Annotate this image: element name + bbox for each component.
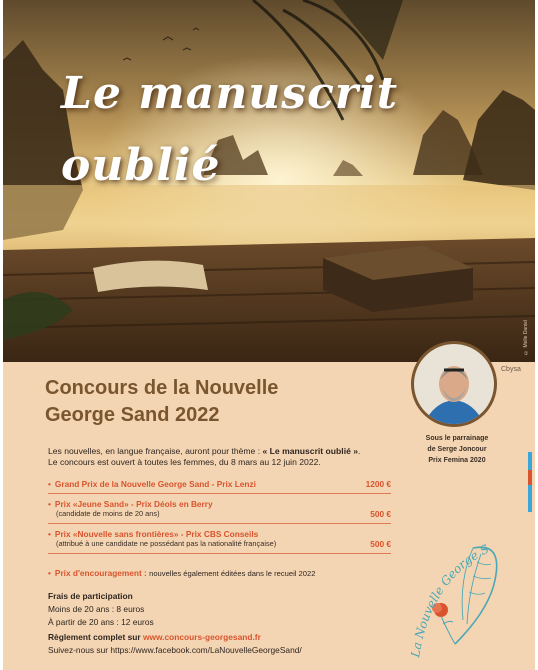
encouragement-name: Prix d'encouragement :: [54, 568, 147, 578]
encouragement-prize: [48, 568, 315, 578]
prize-amount: 500 €: [370, 509, 391, 519]
patron-line-2: de Serge Joncour: [427, 446, 487, 453]
title-line-2: oublié: [61, 140, 221, 191]
fees-title: Frais de participation: [48, 591, 133, 601]
payment-block: [48, 631, 302, 657]
patron-portrait: [411, 341, 497, 427]
feather-logo-illustration: [411, 540, 521, 665]
encouragement-desc: nouvelles également éditées dans le recueil 2022: [149, 569, 316, 578]
prize-name: Prix «Nouvelle sans frontières» - Prix CBS Conseils: [54, 529, 259, 539]
color-strip: [528, 452, 532, 512]
contest-heading: [45, 375, 278, 429]
photo-credit: © Melle Daniel: [523, 320, 529, 355]
title-line-1: Le manuscrit: [61, 68, 399, 119]
intro-line-1: [48, 446, 408, 457]
logo: [411, 540, 521, 665]
prize-amount: 1200 €: [365, 479, 391, 489]
portrait-photo-illustration: [414, 344, 494, 424]
intro-theme: « Le manuscrit oublié »: [262, 446, 359, 456]
hero-image: [3, 0, 535, 362]
license-label: Cbysa: [501, 366, 521, 373]
fee-under-20: Moins de 20 ans : 8 euros: [48, 604, 145, 614]
heading-line-2: George Sand 2022: [45, 404, 220, 426]
prize-item: [48, 477, 391, 494]
patron-line-3: Prix Femina 2020: [428, 457, 486, 464]
fee-over-20: À partir de 20 ans : 12 euros: [48, 617, 154, 627]
bullet-icon: •: [48, 499, 51, 509]
facebook-line[interactable]: Suivez-nous sur https://www.facebook.com/LaNouvelleGeorgeSand/: [48, 645, 302, 655]
patron-caption: [411, 433, 503, 466]
bullet-icon: •: [48, 529, 51, 539]
prize-note: (candidate de moins de 20 ans): [56, 509, 160, 518]
intro-line-2: Le concours est ouvert à toutes les femmes, du 8 mars au 12 juin 2022.: [48, 457, 321, 467]
payment-line: [48, 631, 302, 644]
heading-line-1: Concours de la Nouvelle: [45, 377, 279, 399]
bullet-icon: •: [48, 479, 51, 489]
fees-block: [48, 590, 154, 629]
intro-part-2: .: [358, 446, 361, 456]
intro-text: [48, 446, 408, 468]
intro-part-1: Les nouvelles, en langue française, auront pour thème :: [48, 446, 263, 456]
prize-note: (attribué à une candidate ne possédant pas la nationalité française): [56, 539, 277, 548]
prize-name: Grand Prix de la Nouvelle George Sand - Prix Lenzi: [54, 479, 256, 489]
prize-item: [48, 524, 391, 554]
website-link[interactable]: www.concours-georgesand.fr: [142, 632, 261, 642]
bullet-icon: •: [48, 568, 51, 578]
poster: [3, 0, 535, 670]
prize-amount: 500 €: [370, 539, 391, 549]
prize-list: [48, 477, 391, 554]
poster-title: [61, 58, 398, 202]
prize-item: [48, 494, 391, 524]
svg-text:La Nouvelle George Sand: [411, 540, 491, 659]
prize-name: Prix «Jeune Sand» - Prix Déols en Berry: [54, 499, 213, 509]
patron-line-1: Sous le parrainage: [425, 435, 489, 442]
logo-text: a Nouvelle George S: [411, 541, 492, 651]
payment-label: Règlement complet sur: [48, 632, 141, 642]
